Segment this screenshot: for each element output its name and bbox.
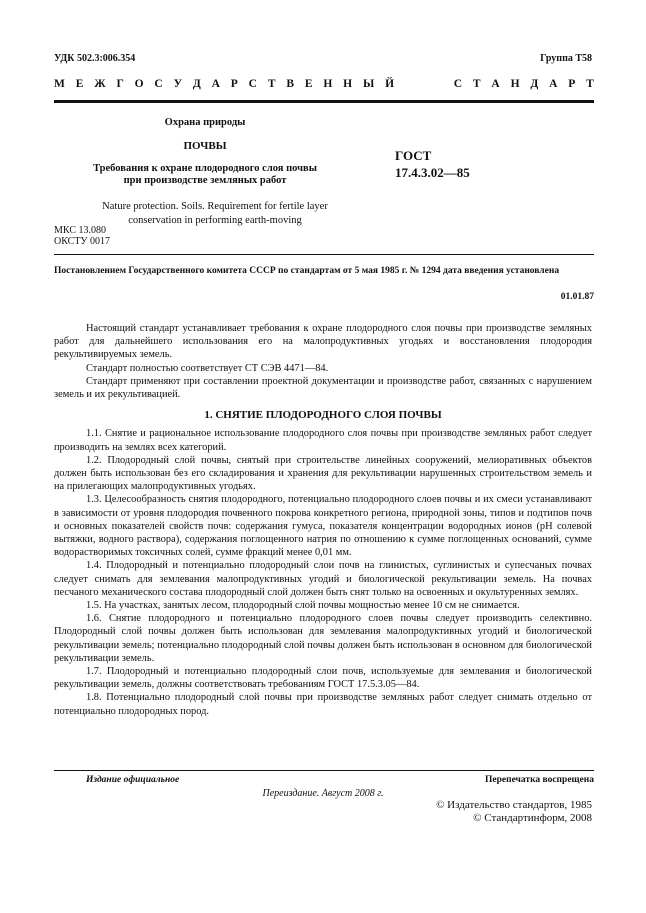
heading-letter: Т [472,78,481,90]
heading-letter: О [134,78,144,90]
heading-letter: Г [116,78,124,90]
heading-letter: Р [230,78,238,90]
header-thick-rule [54,100,594,103]
gost-number: 17.4.3.02—85 [395,165,470,180]
heading-letter: Н [323,78,333,90]
title-category: Охрана природы [164,117,246,128]
clause-1-8: 1.8. Потенциально плодородный слой почвы при производстве земляных работ следует снимать отдельно от потенциально плодородных пород. [54,692,592,717]
clause-1-2: 1.2. Плодородный слой почвы, снятый при строительстве линейных сооружений, мелиоративных объектов должен быть использован без его складирования и хранения для рекультивации нарушенных строительством земель и на прилегающих малопродуктивных угодьях. [54,454,592,493]
resolution-text: Постановлением Государственного комитета СССР по стандартам от 5 мая 1985 г. № 1294 дата введения установлена [54,266,560,276]
heading-letter: С [154,78,163,90]
heading-letter: В [286,78,294,90]
intro-paragraph-2: Стандарт полностью соответствует СТ СЭВ 4471—84. [86,362,329,374]
heading-letter: С [248,78,257,90]
heading-letter: Д [192,78,201,90]
document-body [54,322,592,718]
heading-letter: Н [510,78,520,90]
english-title-line-2: conservation in performing earth-moving [128,215,302,226]
gost-designation [395,147,470,181]
heading-letter: Е [304,78,313,90]
clause-1-3: 1.3. Целесообразность снятия плодородного, потенциально плодородного слоев почвы и их смеси устанавливают в зависимости от уровня плодородия почвенного покрова конкретного региона, природной зоны, типов и подтипов почв и основных показателей свойств почв: содержания гумуса, показателя концентрации водородных ионов (рН солевой вытяжки, водного раствора), содержания поглощенного натрия по отношению к сумме поглощенных оснований, сумме водорастворимых токсичных солей, сумме фракций менее 0,01 мм. [54,494,592,559]
heading-letter: Ж [94,78,106,90]
official-edition: Издание официальное [86,775,180,785]
classification-codes [54,225,110,247]
heading-letter: У [173,78,183,90]
heading-letter: С [453,78,463,90]
heading-letter: Т [267,78,276,90]
heading-letter: Ы [362,78,375,90]
clause-1-1: 1.1. Снятие и рациональное использование плодородного слоя почвы при производстве земляных работ следует производить на землях всех категорий. [54,428,592,453]
header-thin-rule [54,254,594,255]
heading-letter: Р [568,78,576,90]
section-1-title: 1. СНЯТИЕ ПЛОДОРОДНОГО СЛОЯ ПОЧВЫ [204,409,442,422]
interstate-standard-heading [54,78,594,90]
intro-paragraph-1: Настоящий стандарт устанавливает требования к охране плодородного слоя почвы при производстве земляных работ для дальнейшего использования его на малопродуктивных угодьях и восстановления плодородия рекультивируемых земель. [54,323,592,361]
english-title [80,200,350,228]
title-sub-line-2: при производстве земляных работ [123,175,287,186]
introduction-date: 01.01.87 [560,292,594,302]
clause-1-7: 1.7. Плодородный и потенциально плодородный слои почв, используемые для землевания и биологической рекультивации земель, должны соответствовать требованиям ГОСТ 17.5.3.05—84. [54,666,592,691]
clause-1-4: 1.4. Плодородный и потенциально плодородный слои почв на глинистых, суглинистых и супесчаных почвах следует снимать для землевания малопродуктивных угодий и биологической рекультивации земель. На почвах песчаного механического состава плодородный слой должен быть снят только на освоенных и окультуренных землях. [54,560,592,598]
heading-letter: А [549,78,558,90]
title-sub [60,163,350,187]
heading-letter: А [211,78,220,90]
reissue-note: Переиздание. Август 2008 г. [262,788,384,799]
heading-letter: А [491,78,500,90]
copyright-block [436,799,592,825]
heading-letter: Д [530,78,539,90]
heading-letter: М [54,78,65,90]
udk-code: УДК 502.3:006.354 [54,53,136,64]
english-title-line-1: Nature protection. Soils. Requirement for fertile layer [102,201,328,212]
intro-paragraph-3: Стандарт применяют при составлении проектной документации и производстве работ, связанных с нарушением земель и их рекультивацией. [54,375,592,401]
reprint-prohibited: Перепечатка воспрещена [484,775,594,785]
title-block [60,117,350,187]
clause-1-5: 1.5. На участках, занятых лесом, плодородный слой почвы мощностью менее 10 см не снимается. [86,600,520,612]
copyright-2: © Стандартинформ, 2008 [473,812,592,824]
footer-rule [54,770,594,771]
heading-letter: Е [75,78,84,90]
gost-label: ГОСТ [395,148,432,163]
mks-code: МКС 13.080 [54,225,106,236]
heading-letter: Т [586,78,594,90]
clause-1-6: 1.6. Снятие плодородного и потенциально плодородного слоев почвы следует производить селективно. Плодородный слой почвы должен быть использован для землевания малопродуктивных угодий и биологической рекультивации земель; потенциально плодородный слой почвы должен быть использован в основном для биологической рекультивации земель. [54,613,592,664]
heading-letter: Н [343,78,353,90]
title-sub-line-1: Требования к охране плодородного слоя почвы [93,163,317,174]
copyright-1: © Издательство стандартов, 1985 [436,799,592,811]
heading-letter: Й [385,78,395,90]
heading-word-gap [405,78,443,90]
okstu-code: ОКСТУ 0017 [54,236,111,247]
title-main: ПОЧВЫ [183,140,227,152]
group-code: Группа Т58 [540,53,592,64]
